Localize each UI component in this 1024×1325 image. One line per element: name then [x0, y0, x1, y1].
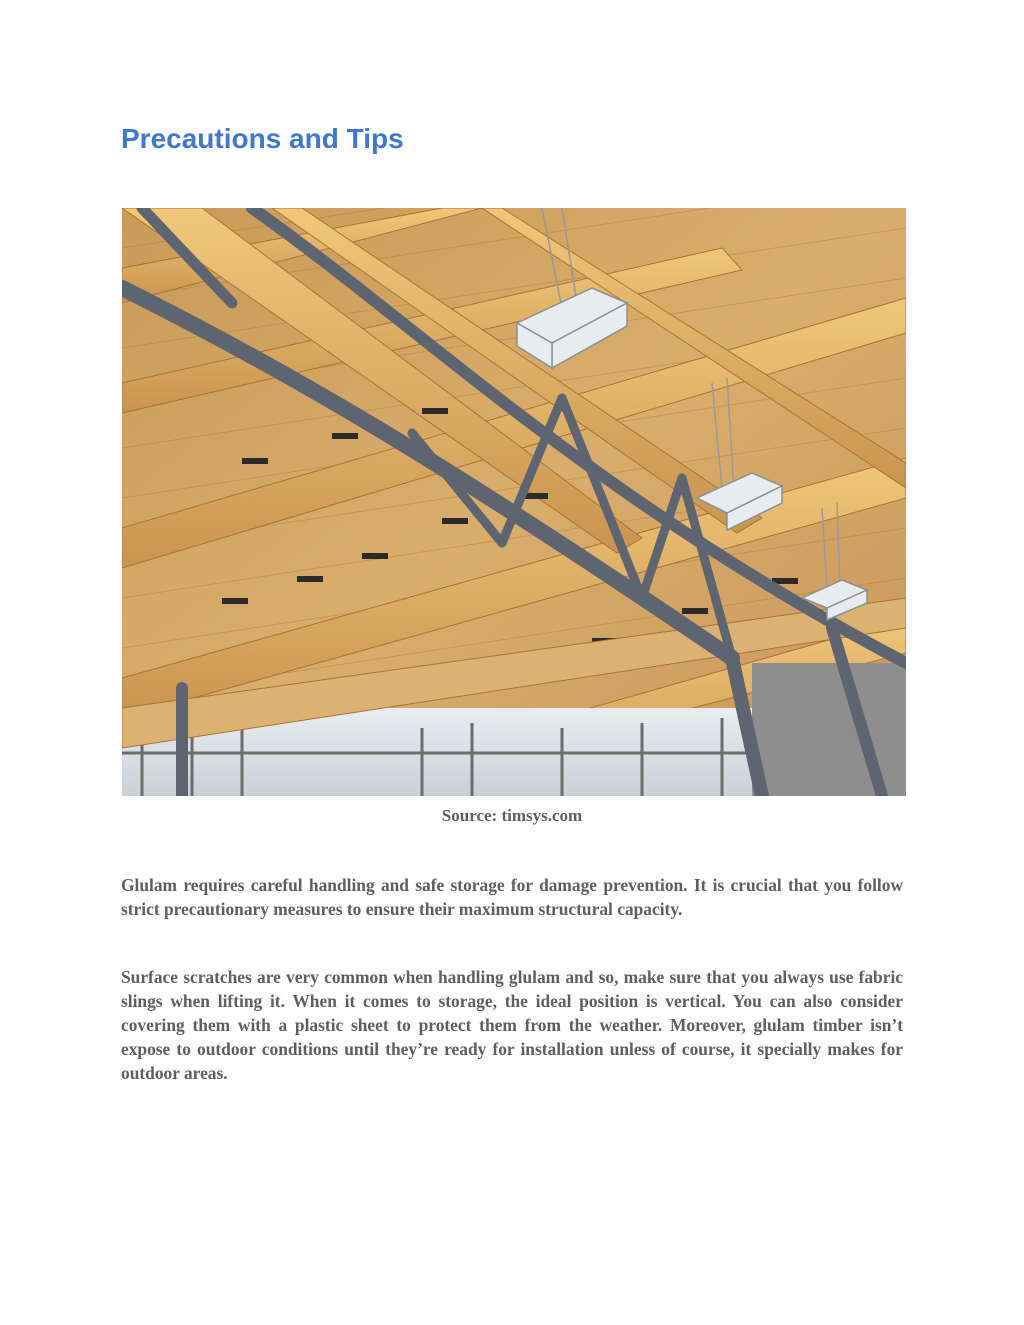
- paragraph-storage: Surface scratches are very common when handling glulam and so, make sure that you always use fabric slings when lifting it. When it comes to storage, the ideal position is vertical. You can also consider covering them with a plastic sheet to protect them from the weather. Moreover, glulam timber isn’t expose to outdoor conditions until they’re ready for installation unless of course, it specially makes for outdoor areas.: [121, 967, 903, 1083]
- page-title: Precautions and Tips: [121, 123, 404, 154]
- image-caption: Source: timsys.com: [441, 806, 583, 825]
- glulam-roof-photo: [122, 208, 906, 796]
- glulam-roof-illustration: [122, 208, 906, 796]
- paragraph-handling: Glulam requires careful handling and safe storage for damage prevention. It is crucial that you follow strict precautionary measures to ensure their maximum structural capacity.: [121, 875, 903, 919]
- concrete-wall: [752, 663, 906, 796]
